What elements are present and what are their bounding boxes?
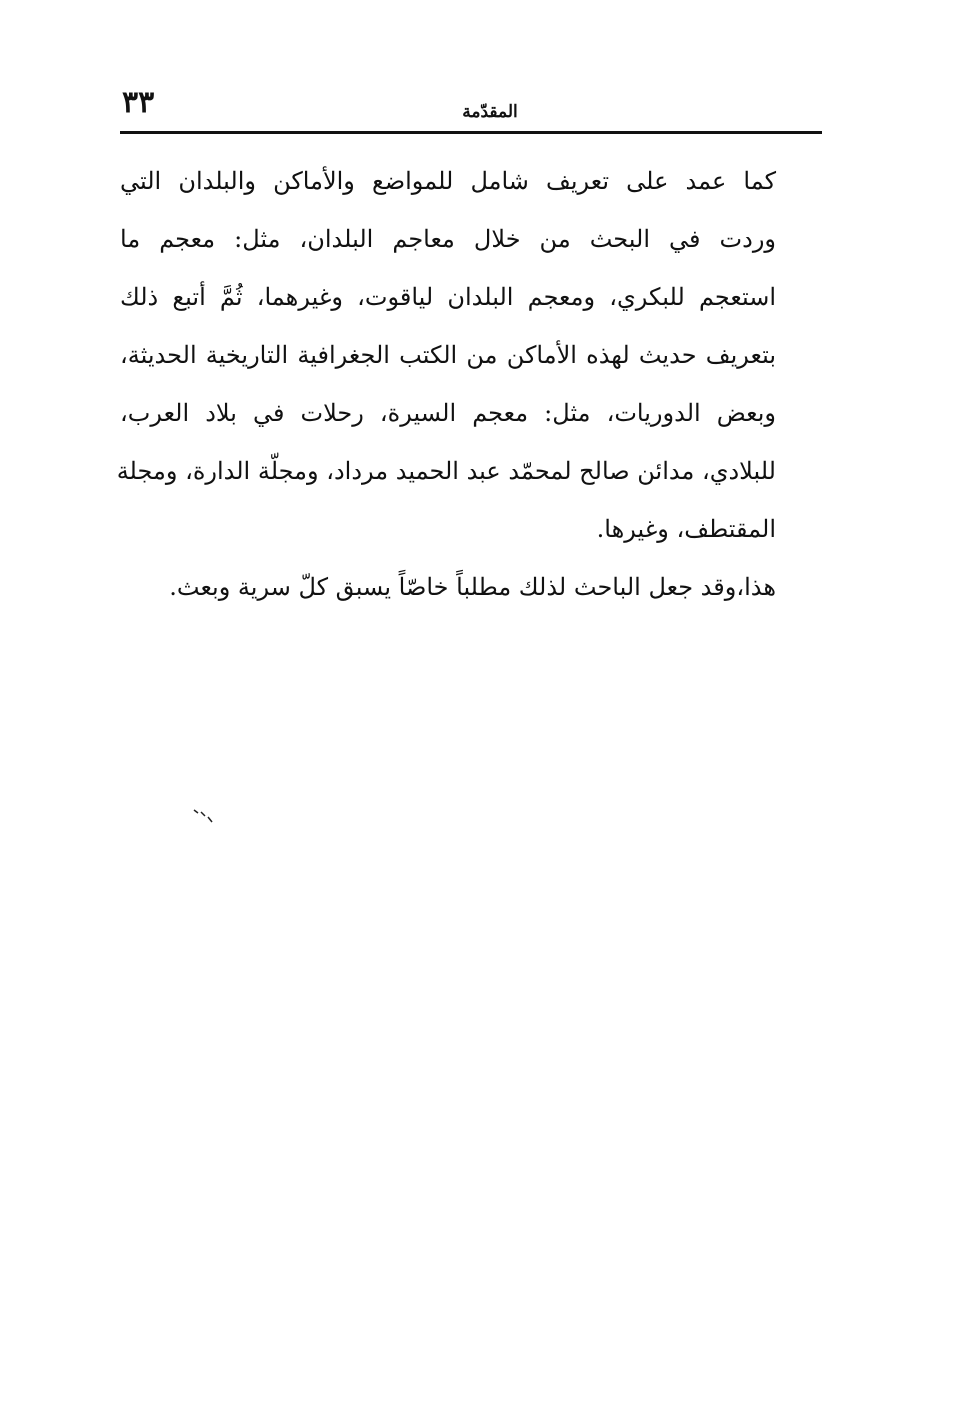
page-number: ٣٣	[122, 85, 155, 120]
text-line: بتعريف حديث لهذه الأماكن من الكتب الجغرافية التاريخية الحديثة،	[120, 341, 776, 369]
text-line: المقتطف، وغيرها.	[596, 515, 776, 543]
scan-speck-mark	[190, 808, 220, 824]
text-line: وردت في البحث من خلال معاجم البلدان، مثل: معجم ما	[120, 225, 776, 253]
running-head: المقدّمة	[462, 102, 518, 122]
text-line: وبعض الدوريات، مثل: معجم السيرة، رحلات في بلاد العرب،	[120, 399, 776, 427]
text-line: كما عمد على تعريف شامل للمواضع والأماكن والبلدان التي	[120, 167, 776, 195]
text-line: للبلادي، مدائن صالح لمحمّد عبد الحميد مرداد، ومجلّة الدارة، ومجلة	[116, 457, 776, 485]
text-line: هذا،وقد جعل الباحث لذلك مطلباً خاصّاً يسبق كلّ سرية وبعث.	[169, 573, 776, 601]
text-line: استعجم للبكري، ومعجم البلدان لياقوت، وغيرهما، ثُمَّ أتبع ذلك	[120, 283, 776, 311]
body-text	[116, 152, 776, 616]
header-rule	[120, 131, 822, 134]
